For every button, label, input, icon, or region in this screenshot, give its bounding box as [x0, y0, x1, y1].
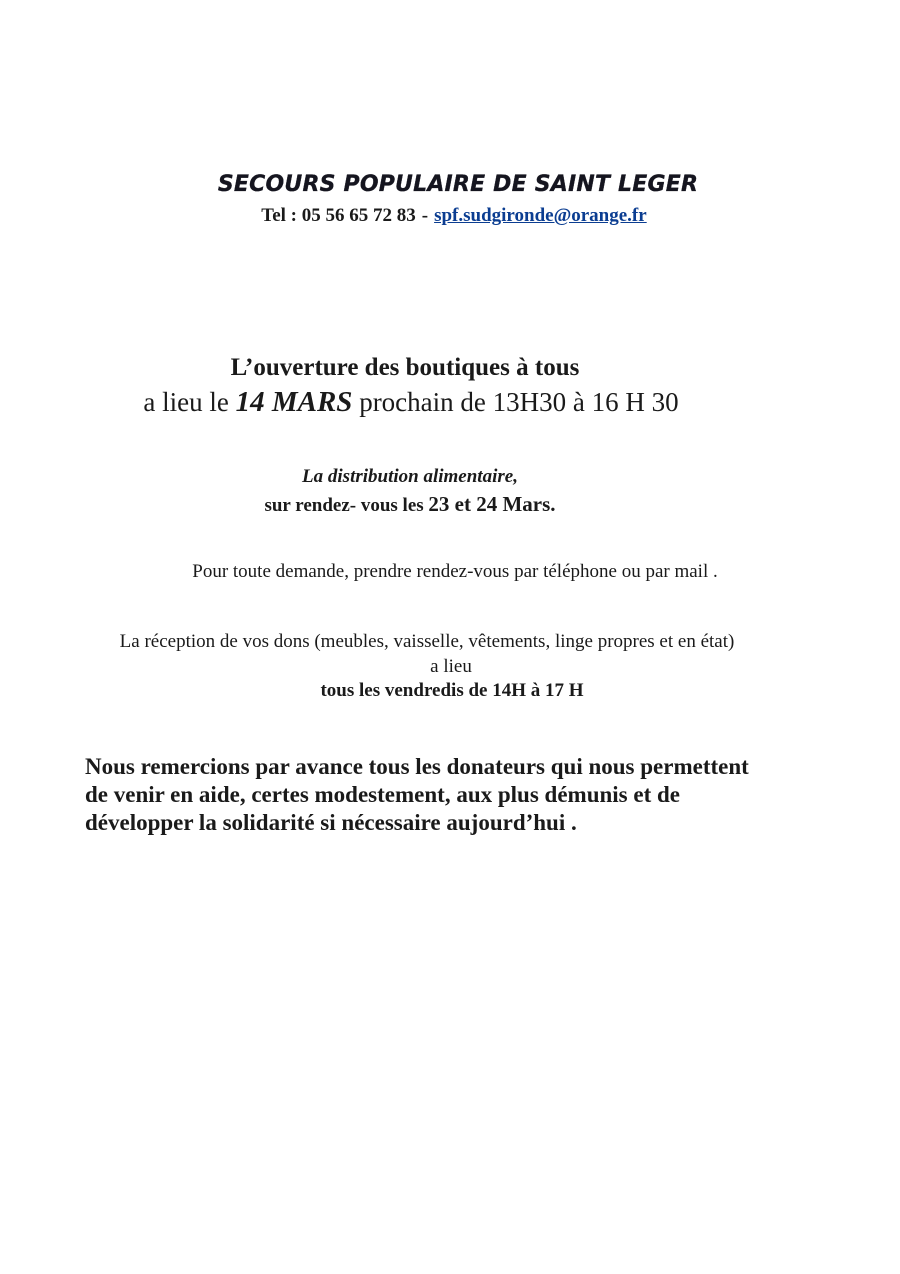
distribution-prefix: sur rendez- vous les: [264, 495, 429, 516]
opening-prefix: a lieu le: [143, 387, 236, 417]
email-link[interactable]: spf.sudgironde@orange.fr: [434, 205, 647, 226]
distribution-dates: 23 et 24 Mars.: [428, 492, 556, 516]
contact-separator: -: [421, 205, 429, 226]
request-text: Pour toute demande, prendre rendez-vous par téléphone ou par mail .: [192, 561, 718, 582]
opening-date: 14 MARS: [235, 386, 353, 418]
thanks-paragraph: Nous remercions par avance tous les donateurs qui nous permettent de venir en aide, certes modestement, aux plus démunis et de développer la solidarité si nécessaire aujourd’hui .: [85, 754, 749, 835]
contact-line: [0, 205, 900, 227]
page-title: SECOURS POPULAIRE DE SAINT LEGER: [217, 172, 699, 197]
donations-line-2: a lieu: [430, 656, 472, 677]
opening-date-line: [0, 386, 822, 419]
distribution-heading: La distribution alimentaire,: [302, 466, 518, 487]
phone-number: Tel : 05 56 65 72 83: [261, 205, 416, 226]
donations-line-1: La réception de vos dons (meubles, vaisselle, vêtements, linge propres et en état): [119, 631, 735, 652]
opening-hours: prochain de 13H30 à 16 H 30: [352, 387, 679, 417]
distribution-dates-line: [0, 492, 820, 517]
donations-schedule: tous les vendredis de 14H à 17 H: [320, 680, 584, 701]
opening-heading: L’ouverture des boutiques à tous: [230, 354, 580, 381]
